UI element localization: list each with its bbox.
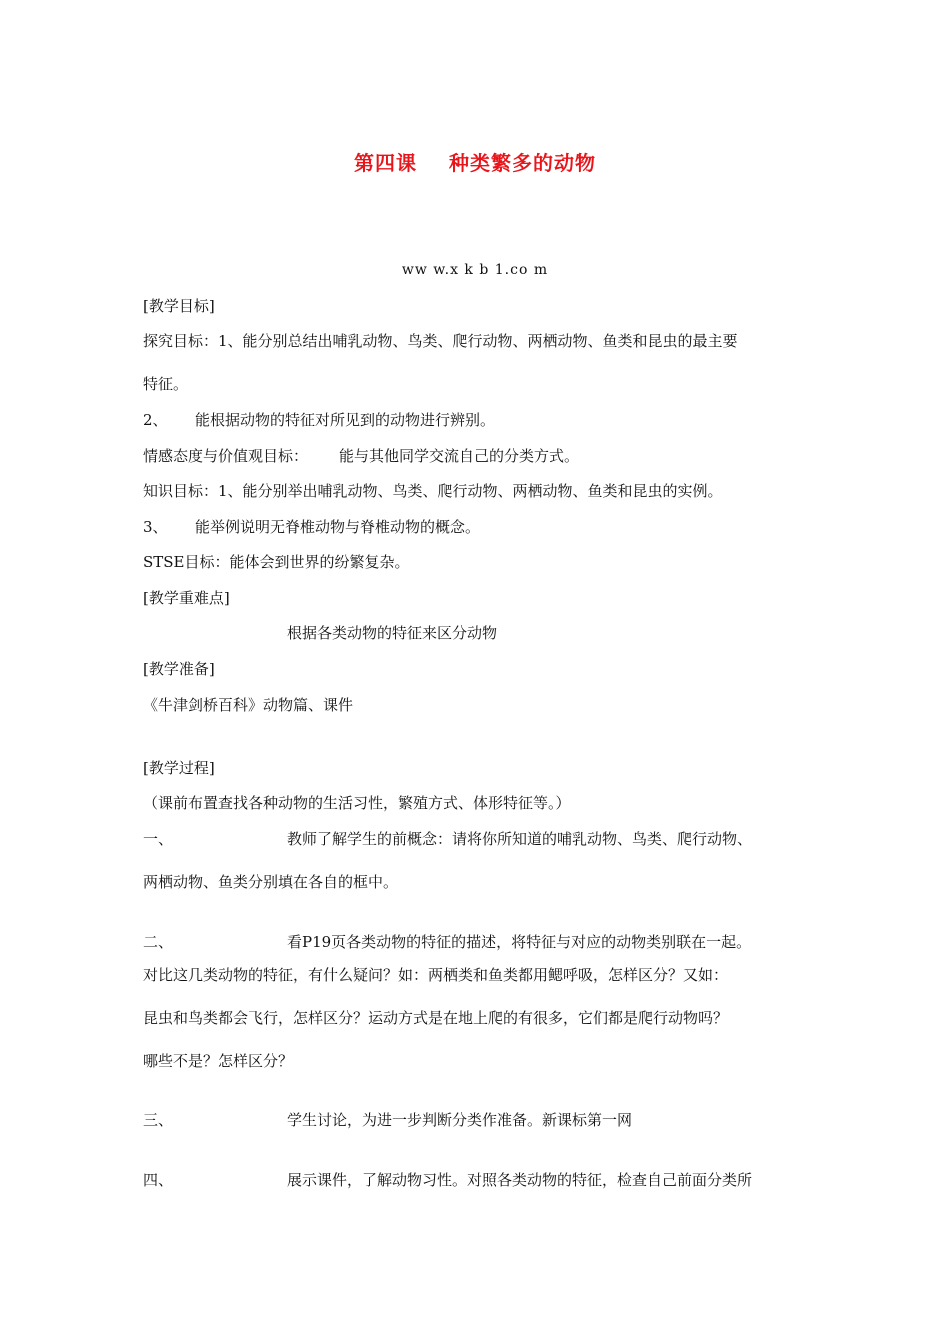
step4-number: 四、: [143, 1171, 174, 1189]
goals-heading: [教学目标]: [143, 297, 215, 315]
process-note: （课前布置查找各种动物的生活习性，繁殖方式、体形特征等。）: [143, 794, 571, 812]
focus-heading: [教学重难点]: [143, 589, 230, 607]
step2-line3: 昆虫和鸟类都会飞行，怎样区分？运动方式是在地上爬的有很多，它们都是爬行动物吗？: [143, 1009, 729, 1027]
goals-explore-line2: 特征。: [143, 375, 189, 393]
goals-emotion-label: 情感态度与价值观目标：: [143, 447, 309, 465]
goals-item2-text: 能根据动物的特征对所见到的动物进行辨别。: [195, 411, 496, 429]
goals-item3-text: 能举例说明无脊椎动物与脊椎动物的概念。: [195, 518, 481, 536]
step1-line2: 两栖动物、鱼类分别填在各自的框中。: [143, 873, 399, 891]
step4-text: 展示课件，了解动物习性。对照各类动物的特征，检查自己前面分类所: [287, 1171, 753, 1189]
goals-item2-number: 2、: [143, 411, 168, 429]
step2-line2: 对比这几类动物的特征，有什么疑问？如：两栖类和鱼类都用鳃呼吸，怎样区分？又如：: [143, 966, 729, 984]
page-title: [0, 150, 950, 176]
step2-line4: 哪些不是？怎样区分？: [143, 1052, 294, 1070]
goals-item3-number: 3、: [143, 518, 168, 536]
step3-number: 三、: [143, 1111, 174, 1129]
prep-text: 《牛津剑桥百科》动物篇、课件: [143, 696, 354, 714]
goals-explore-line1: 探究目标：1、能分别总结出哺乳动物、鸟类、爬行动物、两栖动物、鱼类和昆虫的最主要: [143, 332, 738, 350]
step1-line1: 教师了解学生的前概念：请将你所知道的哺乳动物、鸟类、爬行动物、: [287, 830, 753, 848]
process-heading: [教学过程]: [143, 759, 215, 777]
goals-stse: STSE目标：能体会到世界的纷繁复杂。: [143, 553, 410, 571]
step2-line1: 看P19页各类动物的特征的描述，将特征与对应的动物类别联在一起。: [287, 933, 752, 951]
step1-number: 一、: [143, 830, 174, 848]
goals-emotion-text: 能与其他同学交流自己的分类方式。: [339, 447, 580, 465]
step3-text: 学生讨论，为进一步判断分类作准备。新课标第一网: [287, 1111, 633, 1129]
step2-number: 二、: [143, 933, 174, 951]
goals-knowledge: 知识目标：1、能分别举出哺乳动物、鸟类、爬行动物、两栖动物、鱼类和昆虫的实例。: [143, 482, 723, 500]
focus-text: 根据各类动物的特征来区分动物: [287, 624, 498, 642]
watermark-url: ww w.x k b 1.co m: [401, 262, 549, 278]
prep-heading: [教学准备]: [143, 660, 215, 678]
lesson-number: 第四课: [354, 151, 417, 175]
lesson-name: 种类繁多的动物: [449, 151, 596, 175]
